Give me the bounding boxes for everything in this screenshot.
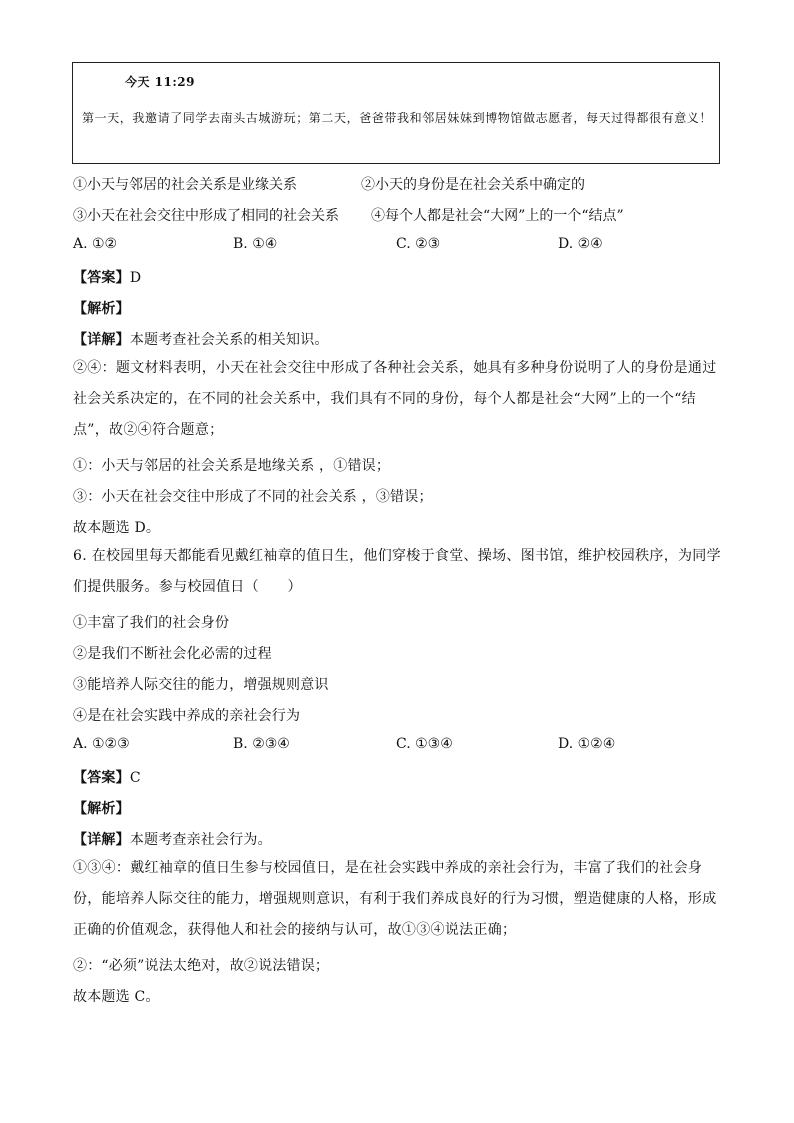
- q5-statement-1: ①小天与邻居的社会关系是业缘关系: [73, 177, 297, 193]
- detail-tag: 【详解】: [73, 832, 130, 848]
- q6-option-a: A. ①②③: [73, 736, 130, 752]
- q6-conclusion: 故本题选 C。: [73, 989, 160, 1005]
- q5-statement-2: ②小天的身份是在社会关系中确定的: [361, 177, 585, 193]
- q6-answer-line: [73, 767, 141, 787]
- answer-value: C: [129, 770, 141, 786]
- q6-statement-2: ②是我们不断社会化必需的过程: [73, 646, 272, 662]
- detail-tag: 【详解】: [73, 332, 130, 348]
- q5-option-c: C. ②③: [396, 236, 441, 252]
- q6-detail-line: [73, 829, 272, 849]
- q6-option-d: D. ①②④: [558, 736, 616, 752]
- q5-option-b: B. ①④: [233, 236, 278, 252]
- diary-time: 今天 11:29: [125, 75, 196, 89]
- q5-explanation-2: ①：小天与邻居的社会关系是地缘关系 ，①错误；: [73, 458, 391, 474]
- q5-explanation-1: ②④：题文材料表明，小天在社会交往中形成了各种社会关系，她具有多种身份说明了人的身份是通过社会关系决定的，在不同的社会关系中，我们具有不同的身份，每个人都是社会“大网”上的一个“结点”，故②④符合题意；: [73, 360, 717, 438]
- q5-explanation-3: ③：小天在社会交往中形成了不同的社会关系 ，③错误；: [73, 489, 433, 505]
- detail-text: 本题考查社会关系的相关知识。: [129, 332, 329, 348]
- q5-detail-line: [73, 329, 329, 349]
- q6-statement-4: ④是在社会实践中养成的亲社会行为: [73, 708, 301, 724]
- answer-tag: 【答案】: [73, 270, 130, 286]
- q5-option-a: A. ①②: [73, 236, 118, 252]
- q6-analysis-tag: 【解析】: [73, 801, 130, 817]
- q6-explanation-1: ①③④：戴红袖章的值日生参与校园值日，是在社会实践中养成的亲社会行为，丰富了我们的社会身份，能培养人际交往的能力，增强规则意识，有利于我们养成良好的行为习惯，塑造健康的人格，形成正确的价值观念，获得他人和社会的接纳与认可，故①③④说法正确；: [73, 860, 717, 938]
- q5-conclusion: 故本题选 D。: [73, 520, 161, 536]
- q6-statement-1: ①丰富了我们的社会身份: [73, 615, 230, 631]
- answer-tag: 【答案】: [73, 770, 130, 786]
- q6-explanation-2: ②：“必须”说法太绝对，故②说法错误；: [73, 958, 330, 974]
- q6-option-c: C. ①③④: [396, 736, 453, 752]
- q5-statement-3: ③小天在社会交往中形成了相同的社会关系: [73, 208, 339, 224]
- q5-answer-line: [73, 267, 141, 287]
- q6-statement-3: ③能培养人际交往的能力，增强规则意识: [73, 677, 329, 693]
- diary-text: 第一天，我邀请了同学去南头古城游玩；第二天，爸爸带我和邻居妹妹到博物馆做志愿者，每天过得都很有意义！: [82, 111, 713, 125]
- q5-statement-4: ④每个人都是社会“大网”上的一个“结点”: [371, 208, 624, 224]
- detail-text: 本题考查亲社会行为。: [129, 832, 272, 848]
- diary-material-box: [72, 62, 720, 164]
- q5-analysis-tag: 【解析】: [73, 301, 130, 317]
- q6-option-b: B. ②③④: [233, 736, 290, 752]
- q5-option-d: D. ②④: [558, 236, 603, 252]
- q6-stem: 6. 在校园里每天都能看见戴红袖章的值日生，他们穿梭于食堂、操场、图书馆，维护校园秩序，为同学们提供服务。参与校园值日（ ）: [73, 548, 721, 595]
- answer-value: D: [129, 270, 142, 286]
